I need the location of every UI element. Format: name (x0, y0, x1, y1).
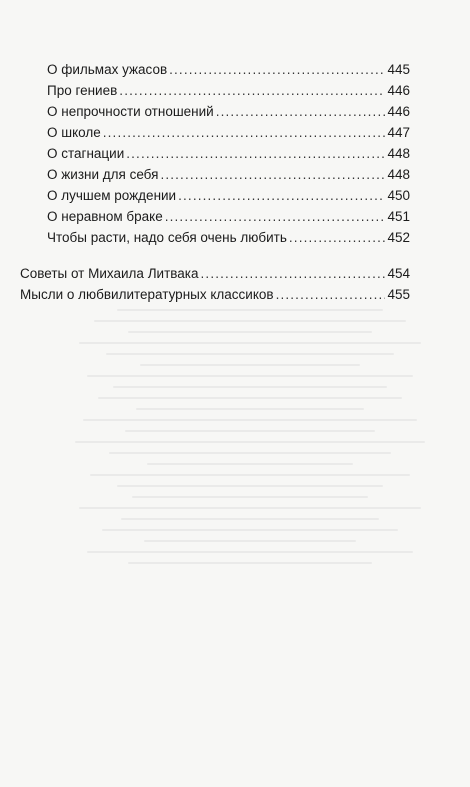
toc-entry-title: О неравном браке (47, 209, 163, 224)
toc-leader-dots (216, 103, 386, 121)
toc-entry[interactable] (47, 229, 410, 247)
toc-leader-dots (126, 145, 385, 163)
toc-leader-dots (165, 208, 386, 226)
toc-entry-title: О школе (47, 125, 101, 140)
toc-entry-title: О лучшем рождении (47, 188, 177, 203)
toc-entry-page: 446 (387, 104, 410, 119)
toc-entry-page: 445 (387, 62, 410, 77)
toc-entry[interactable] (47, 145, 410, 163)
show-through-texture (60, 300, 440, 760)
toc-entry-title: Про гениев (47, 83, 118, 98)
toc-section-entry[interactable] (20, 286, 410, 304)
toc-entry-page: 455 (387, 287, 410, 302)
toc-leader-dots (169, 61, 385, 79)
toc-entry-title: О стагнации (47, 146, 125, 161)
toc-entry-title: О непрочности отношений (47, 104, 214, 119)
toc-entry-page: 447 (387, 125, 410, 140)
toc-leader-dots (178, 187, 385, 205)
toc-entry-page: 454 (387, 266, 410, 281)
toc-leader-dots (103, 124, 386, 142)
toc-leader-dots (160, 166, 385, 184)
toc-leader-dots (201, 265, 386, 283)
toc-entry-title: Советы от Михаила Литвака (20, 266, 199, 281)
toc-entry-page: 448 (387, 146, 410, 161)
toc-entry[interactable] (47, 187, 410, 205)
toc-entry-title: О фильмах ужасов (47, 62, 168, 77)
toc-entry-page: 446 (387, 83, 410, 98)
toc-entry[interactable] (47, 103, 410, 121)
toc-entry-title: Чтобы расти, надо себя очень любить (47, 230, 287, 245)
toc-entry-page: 451 (387, 209, 410, 224)
toc-entry[interactable] (47, 61, 410, 79)
toc-entry-title: Мысли о любвилитературных классиков (20, 287, 274, 302)
toc-entry[interactable] (47, 124, 410, 142)
toc-entry-page: 450 (387, 188, 410, 203)
toc-leader-dots (119, 82, 385, 100)
toc-entry[interactable] (47, 82, 410, 100)
toc-leader-dots (276, 286, 386, 304)
toc-leader-dots (289, 229, 386, 247)
toc-entry[interactable] (47, 208, 410, 226)
toc-entry[interactable] (47, 166, 410, 184)
toc-entry-page: 452 (387, 230, 410, 245)
toc-section-entry[interactable] (20, 265, 410, 283)
toc-entry-title: О жизни для себя (47, 167, 159, 182)
toc-entry-page: 448 (387, 167, 410, 182)
